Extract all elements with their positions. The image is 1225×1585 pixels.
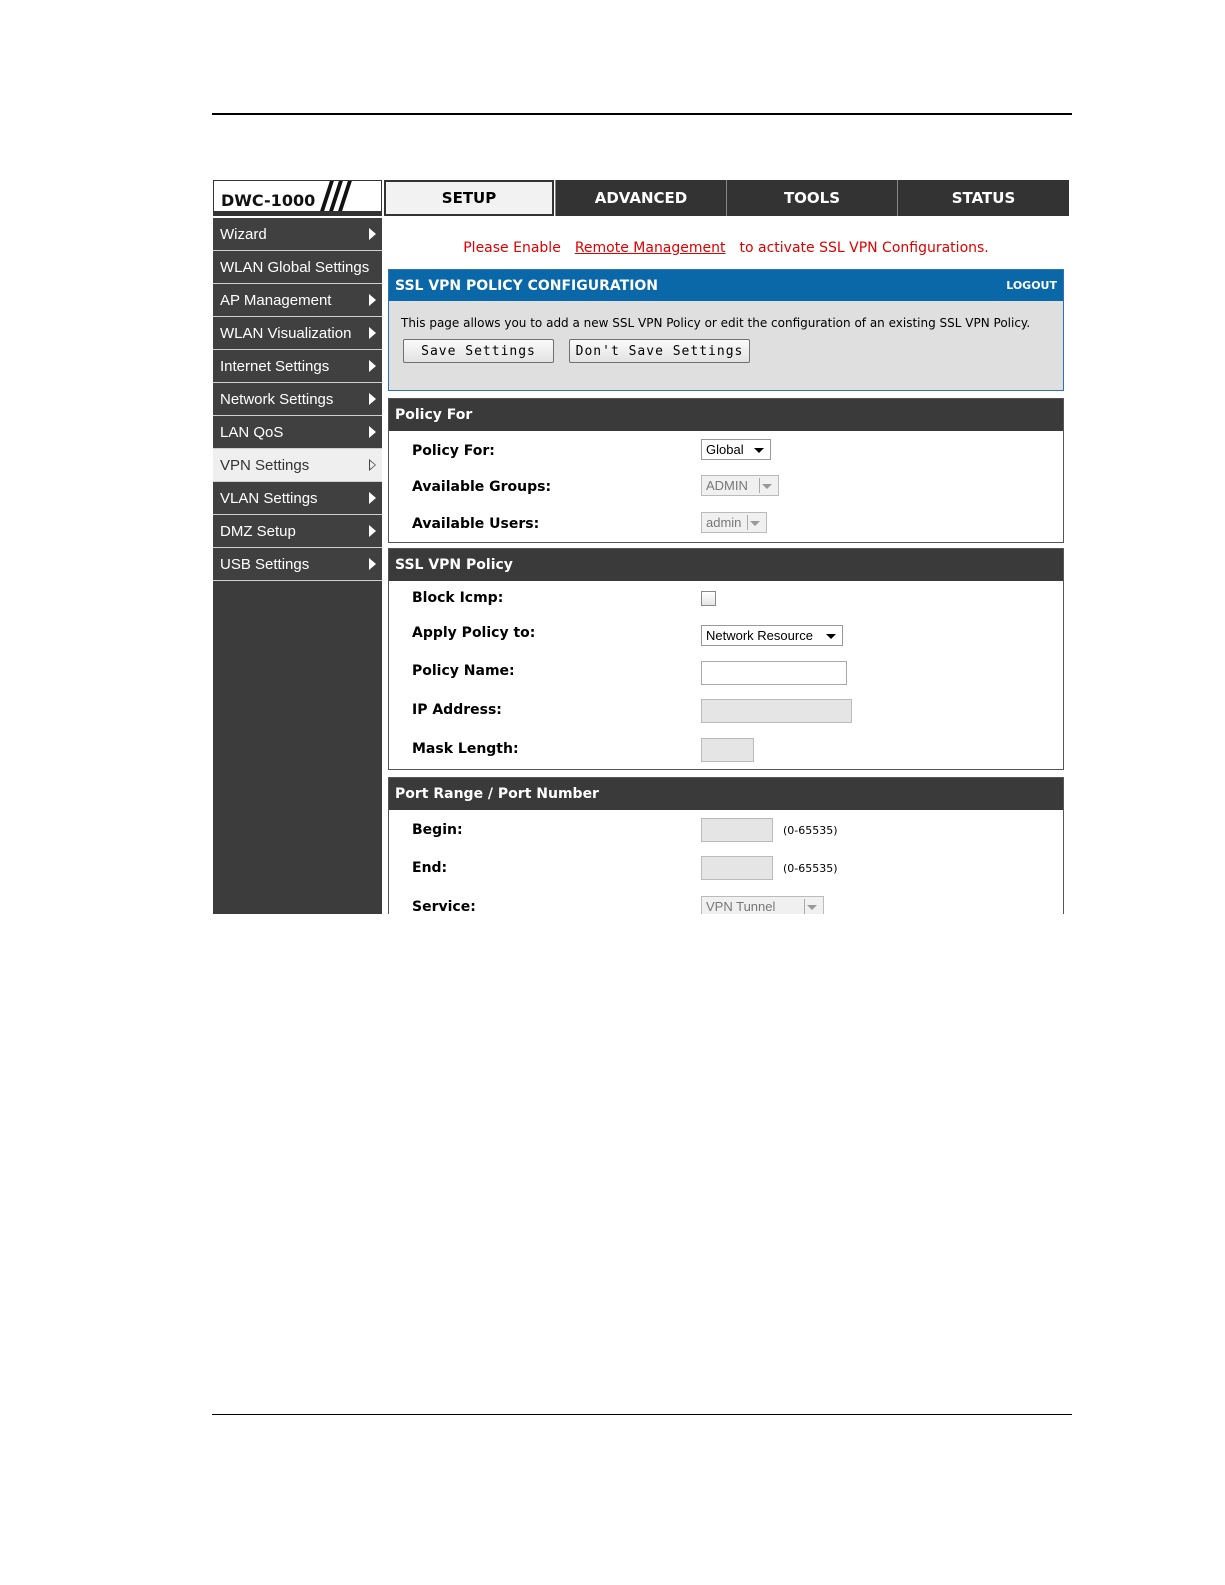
caret-right-icon [369, 558, 376, 570]
sidebar-item-usb-settings[interactable] [213, 548, 382, 581]
available-groups-value: ADMIN [706, 478, 748, 493]
sidebar-item-label: Internet Settings [220, 357, 330, 375]
dropdown-arrow-icon [754, 448, 764, 453]
port-range-hint: (0-65535) [783, 862, 838, 875]
sidebar-item-label: WLAN Visualization [220, 324, 352, 342]
select-separator [804, 899, 805, 914]
available-groups-select[interactable] [701, 475, 779, 496]
caret-right-outline-icon [369, 459, 376, 471]
section-title: SSL VPN Policy [389, 549, 1063, 581]
tab-tools[interactable]: TOOLS [726, 180, 897, 216]
config-panel [388, 269, 1064, 391]
sidebar-item-label: USB Settings [220, 555, 310, 573]
sidebar-item-network-settings[interactable] [213, 383, 382, 416]
caret-right-icon [369, 294, 376, 306]
available-users-select[interactable] [701, 512, 767, 533]
sidebar-item-label: VPN Settings [220, 456, 310, 474]
remote-management-link[interactable]: Remote Management [574, 240, 726, 256]
service-label: Service: [412, 899, 476, 914]
dropdown-arrow-icon [826, 634, 836, 639]
caret-right-icon [369, 360, 376, 372]
block-icmp-checkbox[interactable] [701, 591, 716, 606]
tab-setup[interactable]: SETUP [384, 180, 554, 216]
sidebar-item-label: Wizard [220, 225, 267, 243]
ssl-vpn-policy-section [388, 548, 1064, 770]
apply-policy-select[interactable] [701, 625, 843, 646]
logo-text: DWC-1000 [221, 191, 316, 210]
section-title: Port Range / Port Number [389, 778, 1063, 810]
caret-right-icon [369, 393, 376, 405]
sidebar-item-wizard[interactable] [213, 218, 382, 251]
config-header [389, 270, 1063, 301]
ip-address-label: IP Address: [412, 702, 502, 718]
section-title: Policy For [389, 399, 1063, 431]
dropdown-arrow-icon [807, 905, 817, 910]
port-range-section [388, 777, 1064, 914]
page-title: SSL VPN POLICY CONFIGURATION [395, 277, 659, 294]
dropdown-arrow-icon [750, 521, 760, 526]
policy-for-section [388, 398, 1064, 543]
caret-right-icon [369, 492, 376, 504]
dropdown-arrow-icon [762, 484, 772, 489]
policy-name-label: Policy Name: [412, 663, 515, 679]
router-admin-window [213, 180, 1069, 914]
service-select[interactable] [701, 896, 824, 914]
document-bottom-rule [212, 1414, 1072, 1415]
policy-for-select[interactable] [701, 439, 771, 460]
policy-name-input[interactable] [701, 661, 847, 685]
policy-for-label: Policy For: [412, 443, 495, 459]
select-separator [759, 478, 760, 493]
service-value: VPN Tunnel [706, 899, 776, 914]
block-icmp-label: Block Icmp: [412, 590, 504, 606]
dont-save-settings-button[interactable]: Don't Save Settings [569, 339, 750, 363]
port-range-hint: (0-65535) [783, 824, 838, 837]
policy-for-value: Global [706, 442, 744, 457]
ip-address-input[interactable] [701, 699, 852, 723]
sidebar-item-label: LAN QoS [220, 423, 284, 441]
caret-right-icon [369, 327, 376, 339]
remote-management-notice [388, 240, 1064, 256]
sidebar-item-label: DMZ Setup [220, 522, 296, 540]
mask-length-input[interactable] [701, 738, 754, 762]
tab-advanced[interactable]: ADVANCED [555, 180, 726, 216]
port-begin-input[interactable] [701, 818, 773, 842]
notice-text: Please Enable [463, 240, 561, 256]
logo [213, 180, 382, 216]
port-end-input[interactable] [701, 856, 773, 880]
save-settings-button[interactable]: Save Settings [403, 339, 554, 363]
begin-label: Begin: [412, 822, 463, 838]
apply-policy-label: Apply Policy to: [412, 625, 536, 641]
sidebar-item-label: WLAN Global Settings [220, 258, 370, 276]
caret-right-icon [369, 426, 376, 438]
sidebar-item-wlan-visualization[interactable] [213, 317, 382, 350]
sidebar [213, 218, 382, 914]
logo-strip [214, 211, 381, 215]
available-groups-label: Available Groups: [412, 479, 552, 495]
caret-right-icon [369, 525, 376, 537]
tab-status[interactable]: STATUS [897, 180, 1069, 216]
caret-right-icon [369, 228, 376, 240]
sidebar-item-label: AP Management [220, 291, 332, 309]
sidebar-item-label: Network Settings [220, 390, 334, 408]
sidebar-item-vlan-settings[interactable] [213, 482, 382, 515]
sidebar-item-internet-settings[interactable] [213, 350, 382, 383]
page-description: This page allows you to add a new SSL VPN Policy or edit the configuration of an existing SSL VPN Policy. [401, 316, 1031, 330]
sidebar-item-label: VLAN Settings [220, 489, 318, 507]
sidebar-item-vpn-settings[interactable] [213, 449, 382, 482]
available-users-label: Available Users: [412, 516, 540, 532]
sidebar-item-ap-management[interactable] [213, 284, 382, 317]
end-label: End: [412, 860, 448, 876]
apply-policy-value: Network Resource [706, 628, 813, 643]
mask-length-label: Mask Length: [412, 741, 519, 757]
logout-link[interactable]: LOGOUT [1006, 279, 1057, 292]
select-separator [747, 515, 748, 530]
document-top-rule [212, 113, 1072, 115]
sidebar-item-wlan-global-settings[interactable] [213, 251, 382, 284]
sidebar-item-lan-qos[interactable] [213, 416, 382, 449]
notice-text: to activate SSL VPN Configurations. [739, 240, 989, 256]
available-users-value: admin [706, 515, 742, 530]
sidebar-item-dmz-setup[interactable] [213, 515, 382, 548]
